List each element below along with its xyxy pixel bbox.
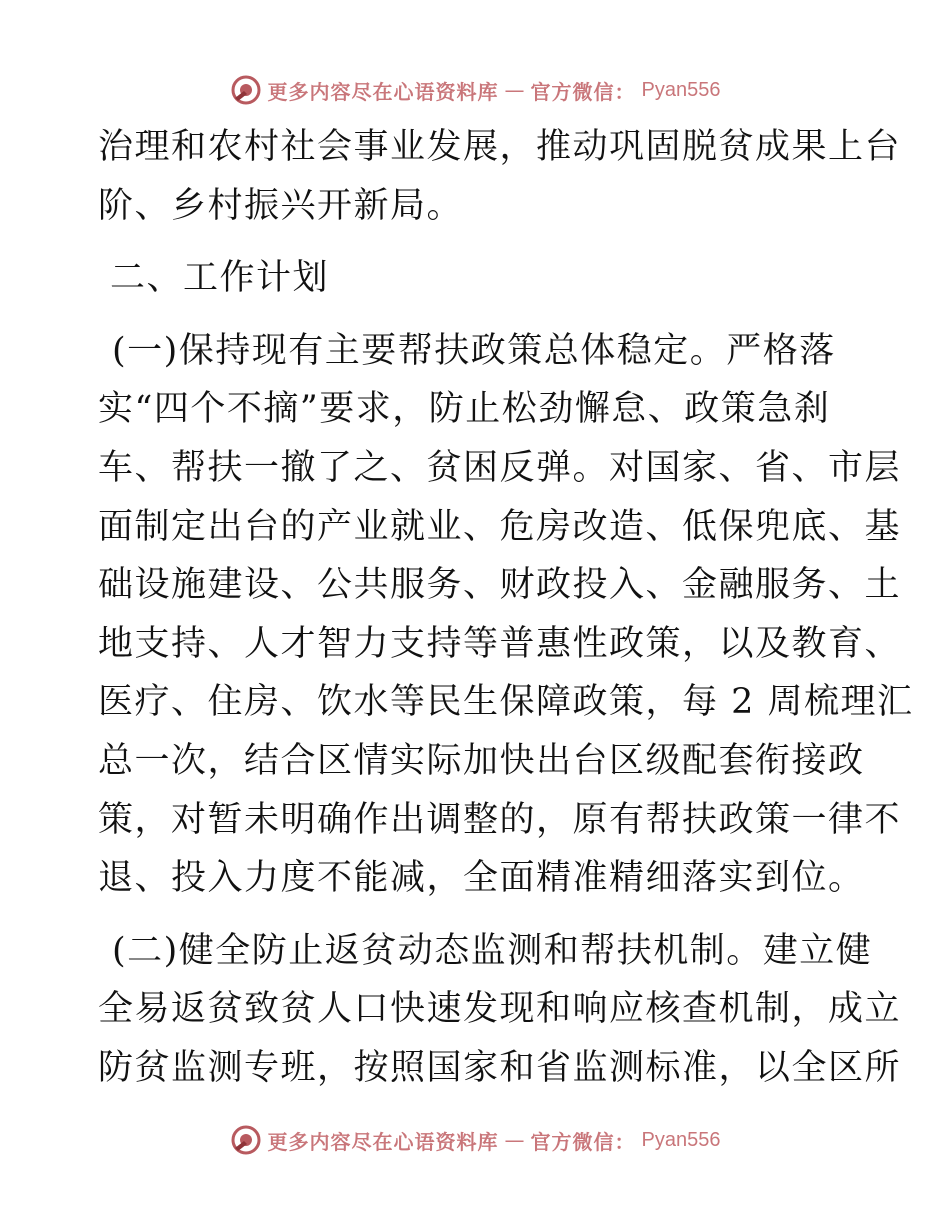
body-line: 治理和农村社会事业发展，推动巩固脱贫成果上台: [98, 127, 902, 167]
paragraph-1-line: (一)保持现有主要帮扶政策总体稳定。严格落: [112, 330, 836, 371]
paragraph-2-line: (二)健全防止返贫动态监测和帮扶机制。建立健: [112, 930, 873, 971]
watermark-contact-id: Pyan556: [641, 78, 721, 101]
paragraph-1-line: 总一次，结合区情实际加快出台区级配套衔接政: [98, 740, 865, 781]
paragraph-1-line: 地支持、人才智力支持等普惠性政策，以及教育、: [98, 623, 902, 664]
paragraph-1-line: 面制定出台的产业就业、危房改造、低保兜底、基: [98, 506, 902, 547]
paragraph-2-line: 全易返贫致贫人口快速发现和响应核查机制，成立: [98, 989, 902, 1030]
paragraph-1-line: 实“四个不摘”要求，防止松劲懈怠、政策急刹: [98, 389, 831, 430]
brand-logo-icon: [230, 1124, 262, 1156]
watermark-separator: —: [504, 78, 525, 102]
paragraph-1-line: 退、投入力度不能减，全面精准精细落实到位。: [98, 858, 865, 899]
watermark-brand-text: 更多内容尽在心语资料库: [267, 1129, 499, 1154]
paragraph-2-line: 防贫监测专班，按照国家和省监测标准，以全区所: [98, 1047, 902, 1088]
paragraph-1-line: 车、帮扶一撤了之、贫困反弹。对国家、省、市层: [98, 447, 902, 488]
document-body: [98, 118, 914, 1098]
watermark-header: [0, 70, 950, 110]
watermark-footer: [0, 1120, 950, 1160]
brand-logo-icon: [230, 74, 262, 106]
watermark-contact-id: Pyan556: [641, 1128, 721, 1151]
watermark-brand-text: 更多内容尽在心语资料库: [267, 79, 499, 104]
section-heading: 二、工作计划: [110, 258, 330, 299]
watermark-contact-label: 官方微信：: [530, 79, 636, 104]
watermark-separator: —: [504, 1128, 525, 1152]
body-line: 阶、乡村振兴开新局。: [98, 185, 464, 226]
paragraph-1-line: 策，对暂未明确作出调整的，原有帮扶政策一律不: [98, 799, 902, 840]
paragraph-1-line: 础设施建设、公共服务、财政投入、金融服务、土: [98, 565, 902, 606]
paragraph-1-line: 医疗、住房、饮水等民生保障政策，每 2 周梳理汇: [98, 682, 914, 723]
watermark-contact-label: 官方微信：: [530, 1129, 636, 1154]
